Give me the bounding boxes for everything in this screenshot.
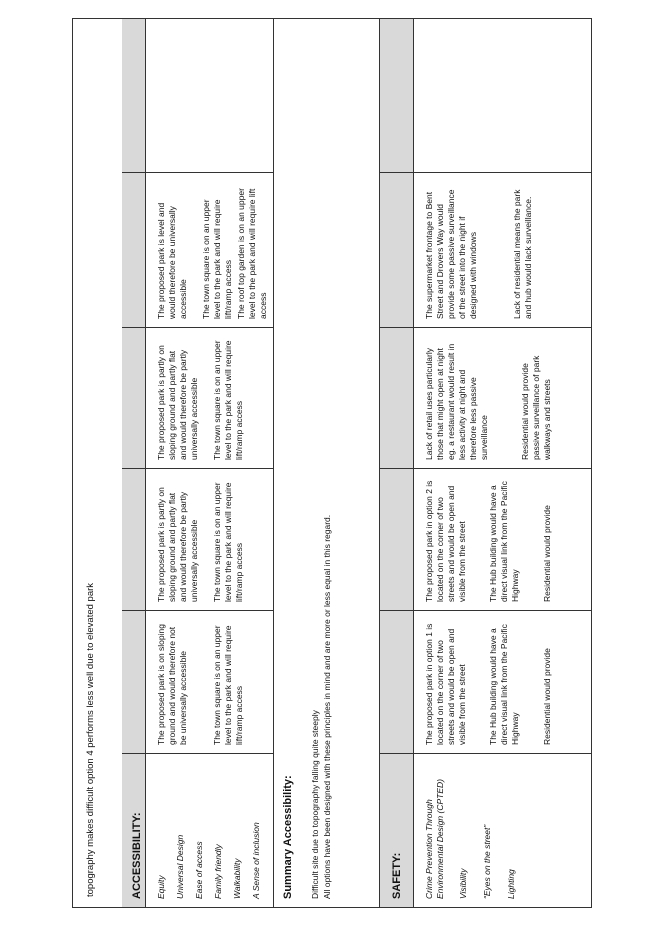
option-text: The proposed park is on sloping ground and would therefore not be universally accessible [156, 624, 188, 745]
option-text: The proposed park is level and would therefore be universally accessible [156, 202, 188, 319]
summary-line-2: All options have been designed with these principles in mind and are more or less equal in this regard. [322, 514, 332, 899]
safety-header-blank-2 [380, 469, 414, 611]
option-text: Lack of residential means the park and hub would lack surveillance. [512, 189, 533, 319]
safety-criteria-cell [414, 754, 592, 908]
criterion-ease-of-access: Ease of access [194, 841, 204, 899]
top-note: topography makes difficult option 4 performs less well due to elevated park [85, 582, 96, 897]
option-text: Lack of retail uses particularly those that might open at night eg. a restaurant would result in less activity at night and therefore less passive surveillance [424, 343, 489, 460]
criterion-universal-design: Universal Design [175, 834, 185, 899]
option-text: Residential would provide [542, 505, 552, 602]
safety-option-blank [414, 18, 592, 173]
safety-option-4 [414, 173, 592, 328]
option-text: The town square is on an upper level to the park and will require lift/ramp access [212, 340, 244, 460]
header-blank-5 [122, 18, 146, 173]
option-text: The town square is on an upper level to the park and will require lift/ramp access [212, 625, 244, 745]
option-text: The proposed park in option 1 is located on the corner of two streets and would be open and visible from the street [424, 623, 467, 745]
option-text: The town square is on an upper level to the park and will require lift/ramp access [201, 199, 233, 319]
safety-option-2 [414, 469, 592, 611]
criterion-cpted: Crime Prevention Through Environmental Design (CPTED) [424, 779, 445, 899]
rotated-page [72, 18, 592, 908]
safety-header-blank-4 [380, 173, 414, 328]
option-text: The Hub building would have a direct visual link from the Pacific Highway [488, 624, 520, 745]
option-text: The supermarket frontage to Bent Street and Drovers Way would provide some passive surveillance of the street into the night if designed with windows [424, 189, 478, 319]
option-text: The proposed park is partly on sloping ground and partly flat and would therefore be partly universally accessible [156, 487, 199, 602]
accessibility-option-3 [146, 328, 274, 469]
criterion-visibility: Visibility [458, 868, 468, 899]
option-text: The town square is on an upper level to the park and will require lift/ramp access [212, 482, 244, 602]
criterion-family-friendly: Family friendly [213, 844, 223, 899]
option-text: Residential would provide passive surveillance of park walkways and streets [520, 355, 552, 460]
accessibility-header-cell [122, 754, 146, 908]
accessibility-option-blank [146, 18, 274, 173]
safety-content-row [414, 18, 592, 908]
safety-option-1 [414, 611, 592, 754]
criterion-eyes-on-street: “Eyes on the street” [482, 824, 492, 899]
accessibility-option-2 [146, 469, 274, 611]
accessibility-content-row [146, 18, 274, 908]
option-text: The Hub building would have a direct visual link from the Pacific Highway [488, 481, 520, 602]
criterion-equity: Equity [156, 875, 166, 899]
option-text: The proposed park in option 2 is located on the corner of two streets and would be open and visible from the street [424, 480, 467, 602]
criterion-sense-of-inclusion: A Sense of inclusion [251, 822, 261, 899]
summary-row [274, 18, 380, 908]
safety-header: SAFETY: [391, 852, 403, 899]
top-note-row [72, 18, 122, 908]
safety-header-blank-5 [380, 18, 414, 173]
criterion-walkability: Walkability [232, 858, 242, 899]
safety-header-blank-3 [380, 328, 414, 469]
summary-line-1: Difficult site due to topography falling quite steeply [310, 710, 320, 899]
header-blank-3 [122, 328, 146, 469]
safety-header-cell [380, 754, 414, 908]
header-blank-2 [122, 469, 146, 611]
safety-header-blank-1 [380, 611, 414, 754]
option-text: Residential would provide [542, 648, 552, 745]
option-text: The roof top garden is on an upper level to the park and will require lift access [236, 188, 268, 319]
header-blank-4 [122, 173, 146, 328]
header-blank-1 [122, 611, 146, 754]
safety-option-3 [414, 328, 592, 469]
accessibility-header-row [122, 18, 146, 908]
option-text: The proposed park is partly on sloping ground and partly flat and would therefore be partly universally accessible [156, 345, 199, 460]
accessibility-option-4 [146, 173, 274, 328]
criterion-lighting: Lighting [506, 869, 516, 899]
safety-header-row [380, 18, 414, 908]
summary-title: Summary Accessibility: [282, 775, 294, 899]
accessibility-option-1 [146, 611, 274, 754]
accessibility-criteria-cell [146, 754, 274, 908]
accessibility-header: ACCESSIBILITY: [131, 812, 143, 899]
